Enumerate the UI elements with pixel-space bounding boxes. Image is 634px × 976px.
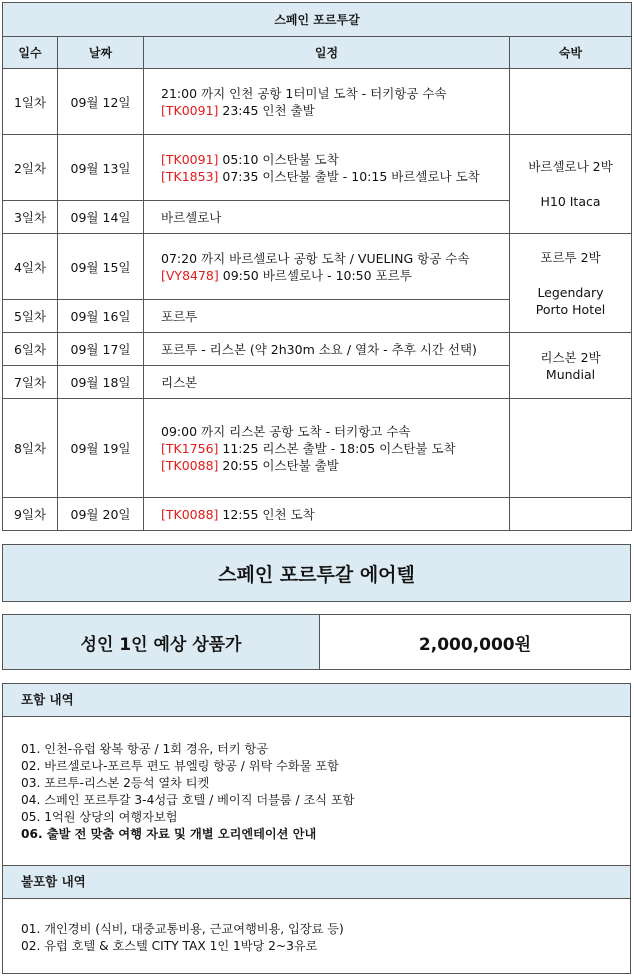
hotel-name: H10 Itaca: [540, 194, 601, 209]
schedule-text: 07:35 이스탄불 출발 - 10:15 바르셀로나 도착: [218, 168, 480, 184]
flight-code: [VY8478]: [161, 267, 219, 283]
day-cell: 9일차: [3, 498, 58, 531]
day-cell: 6일차: [3, 333, 58, 366]
list-item: 01. 개인경비 (식비, 대중교통비용, 근교여행비용, 입장료 등): [21, 922, 344, 936]
list-item: 03. 포르투-리스본 2등석 열차 티켓: [21, 776, 210, 790]
day-cell: 8일차: [3, 399, 58, 498]
schedule-text: 09:00 까지 리스본 공항 도착 - 터키항고 수속: [161, 423, 411, 439]
schedule-line: [161, 267, 509, 284]
column-header-date: 날짜: [58, 37, 144, 69]
table-row: [3, 498, 632, 531]
stay-cell-porto: [510, 234, 632, 333]
flight-code: [TK1853]: [161, 168, 219, 184]
table-row: [3, 399, 632, 498]
day-cell: 4일차: [3, 234, 58, 300]
schedule-line: [161, 85, 509, 102]
schedule-text: 12:55 인천 도착: [218, 506, 315, 522]
table-title: 스페인 포르투갈: [3, 3, 632, 37]
flight-code: [TK0088]: [161, 457, 219, 473]
day-cell: 7일차: [3, 366, 58, 399]
schedule-cell: [144, 201, 510, 234]
date-cell: 09월 12일: [58, 69, 144, 135]
date-cell: 09월 14일: [58, 201, 144, 234]
date-cell: 09월 15일: [58, 234, 144, 300]
schedule-line: [161, 374, 509, 391]
stay-cell-empty: [510, 399, 632, 498]
table-row: [3, 135, 632, 201]
schedule-cell: [144, 399, 510, 498]
schedule-line: [161, 506, 509, 523]
itinerary-table: [2, 2, 632, 531]
table-row: [3, 333, 632, 366]
hotel-name: Legendary: [537, 284, 604, 300]
schedule-text: 리스본: [161, 374, 198, 390]
included-list: [3, 717, 630, 843]
schedule-text: 05:10 이스탄불 도착: [218, 151, 339, 167]
day-cell: 3일차: [3, 201, 58, 234]
schedule-line: [161, 423, 509, 440]
table-row: [3, 234, 632, 300]
date-cell: 09월 18일: [58, 366, 144, 399]
list-item: 01. 인천-유럽 왕복 항공 / 1회 경유, 터키 항공: [21, 742, 269, 756]
list-item: 04. 스페인 포르투갈 3-4성급 호텔 / 베이직 더블룸 / 조식 포함: [21, 793, 355, 807]
schedule-line: [161, 341, 509, 358]
schedule-line: [161, 308, 509, 325]
schedule-line: [161, 151, 509, 168]
price-value: 2,000,000원: [418, 634, 532, 655]
included-section: [2, 683, 631, 866]
stay-cell-empty: [510, 498, 632, 531]
schedule-line: [161, 209, 509, 226]
excluded-title: 불포함 내역: [3, 866, 630, 899]
stay-nights: 리스본 2박: [540, 349, 601, 365]
stay-cell-lisbon: [510, 333, 632, 399]
stay-cell-barcelona: [510, 135, 632, 234]
flight-code: [TK0091]: [161, 102, 219, 118]
schedule-line: [161, 457, 509, 474]
price-label: 성인 1인 예상 상품가: [3, 615, 320, 669]
schedule-line: [161, 102, 509, 119]
day-cell: 1일차: [3, 69, 58, 135]
schedule-text: 21:00 까지 인천 공항 1터미널 도착 - 터키항공 수속: [161, 85, 447, 101]
date-cell: 09월 19일: [58, 399, 144, 498]
price-box: [2, 614, 631, 670]
excluded-list: [3, 899, 630, 955]
day-cell: 5일차: [3, 300, 58, 333]
schedule-text: 바르셀로나: [161, 209, 222, 225]
date-cell: 09월 13일: [58, 135, 144, 201]
hotel-name: Porto Hotel: [535, 301, 606, 317]
column-header-day: 일수: [3, 37, 58, 69]
list-item: 06. 출발 전 맞춤 여행 자료 및 개별 오리엔테이션 안내: [21, 827, 317, 841]
column-header-row: [3, 37, 632, 69]
schedule-line: [161, 168, 509, 185]
flight-code: [TK1756]: [161, 440, 219, 456]
day-cell: 2일차: [3, 135, 58, 201]
schedule-text: 23:45 인천 출발: [218, 102, 315, 118]
stay-nights: 바르셀로나 2박: [528, 159, 613, 174]
schedule-cell: [144, 135, 510, 201]
package-banner: 스페인 포르투갈 에어텔: [2, 544, 631, 602]
list-item: 02. 바르셀로나-포르투 편도 뷰엘링 항공 / 위탁 수화물 포함: [21, 759, 339, 773]
list-item: 02. 유럽 호텔 & 호스텔 CITY TAX 1인 1박당 2~3유로: [21, 939, 318, 953]
list-item: 05. 1억원 상당의 여행자보험: [21, 810, 178, 824]
schedule-text: 07:20 까지 바르셀로나 공항 도착 / VUELING 항공 수속: [161, 250, 470, 266]
schedule-cell: [144, 234, 510, 300]
date-cell: 09월 17일: [58, 333, 144, 366]
date-cell: 09월 16일: [58, 300, 144, 333]
excluded-section: [2, 866, 631, 974]
schedule-cell: [144, 69, 510, 135]
schedule-text: 20:55 이스탄불 출발: [218, 457, 339, 473]
included-title: 포함 내역: [3, 684, 630, 717]
table-row: [3, 69, 632, 135]
schedule-cell: [144, 498, 510, 531]
schedule-text: 포르투: [161, 308, 198, 324]
schedule-cell: [144, 333, 510, 366]
schedule-cell: [144, 366, 510, 399]
column-header-stay: 숙박: [510, 37, 632, 69]
hotel-name: Mundial: [545, 366, 596, 382]
schedule-text: 포르투 - 리스본 (약 2h30m 소요 / 열차 - 추후 시간 선택): [161, 341, 477, 357]
schedule-cell: [144, 300, 510, 333]
stay-nights: 포르투 2박: [540, 249, 601, 265]
schedule-line: [161, 250, 509, 267]
flight-code: [TK0088]: [161, 506, 219, 522]
schedule-line: [161, 440, 509, 457]
schedule-text: 09:50 바르셀로나 - 10:50 포르투: [218, 267, 412, 283]
flight-code: [TK0091]: [161, 151, 219, 167]
date-cell: 09월 20일: [58, 498, 144, 531]
stay-cell-empty: [510, 69, 632, 135]
schedule-text: 11:25 리스본 출발 - 18:05 이스탄불 도착: [218, 440, 456, 456]
column-header-schedule: 일정: [144, 37, 510, 69]
